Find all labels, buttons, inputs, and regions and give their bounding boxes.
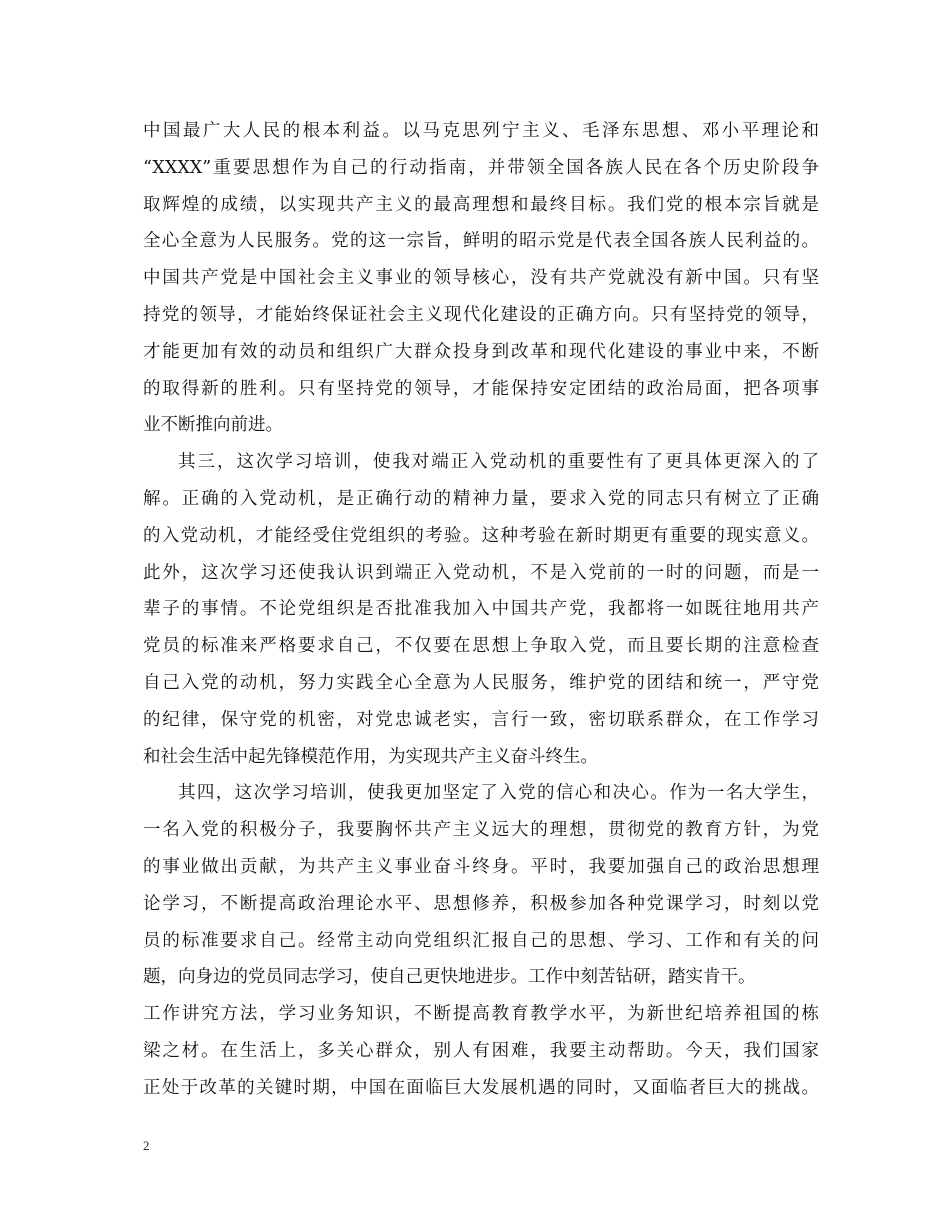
text-line: 中国共产党是中国社会主义事业的领导核心，没有共产党就没有新中国。只有坚: [143, 268, 819, 289]
paragraph-first-line: 其三，这次学习培训，使我对端正入党动机的重要性有了更具体更深入的了: [178, 452, 819, 473]
text-line: 的事业做出贡献，为共产主义事业奋斗终身。平时，我要加强自己的政治思想理: [143, 856, 819, 877]
text-line: 工作讲究方法，学习业务知识，不断提高教育教学水平，为新世纪培养祖国的栋: [143, 1004, 819, 1025]
text-line: 业不断推向前进。: [143, 415, 283, 436]
text-line: 正处于改革的关键时期，中国在面临巨大发展机遇的同时，又面临者巨大的挑战。: [143, 1077, 819, 1098]
text-line: 全心全意为人民服务。党的这一宗旨，鲜明的昭示党是代表全国各族人民利益的。: [143, 231, 819, 252]
text-line: 辈子的事情。不论党组织是否批准我加入中国共产党，我都将一如既往地用共产: [143, 599, 819, 620]
text-line: 的取得新的胜利。只有坚持党的领导，才能保持安定团结的政治局面，把各项事: [143, 378, 819, 399]
text-line: 此外，这次学习还使我认识到端正入党动机，不是入党前的一时的问题，而是一: [143, 562, 819, 583]
text-line: “XXXX”重要思想作为自己的行动指南，并带领全国各族人民在各个历史阶段争: [143, 157, 819, 178]
text-line: 梁之材。在生活上，多关心群众，别人有困难，我要主动帮助。今天，我们国家: [143, 1040, 819, 1061]
text-line: 的入党动机，才能经受住党组织的考验。这种考验在新时期更有重要的现实意义。: [143, 525, 819, 546]
text-line: 党员的标准来严格要求自己，不仅要在思想上争取入党，而且要长期的注意检查: [143, 636, 819, 657]
text-line: 中国最广大人民的根本利益。以马克思列宁主义、毛泽东思想、邓小平理论和: [143, 121, 819, 141]
text-line: 和社会生活中起先锋模范作用，为实现共产主义奋斗终生。: [143, 746, 598, 767]
text-line: 员的标准要求自己。经常主动向党组织汇报自己的思想、学习、工作和有关的问: [143, 930, 819, 951]
text-line: 解。正确的入党动机，是正确行动的精神力量，要求入党的同志只有树立了正确: [143, 488, 819, 509]
text-line: 题，向身边的党员同志学习，使自己更快地进步。工作中刻苦钻研，踏实肯干。: [143, 967, 756, 988]
text-line: 才能更加有效的动员和组织广大群众投身到改革和现代化建设的事业中来，不断: [143, 341, 819, 362]
text-line: 论学习，不断提高政治理论水平、思想修养，积极参加各种党课学习，时刻以党: [143, 893, 819, 914]
page-number: 2: [143, 1138, 150, 1153]
text-line: 的纪律，保守党的机密，对党忠诚老实，言行一致，密切联系群众，在工作学习: [143, 709, 819, 730]
body-text: [143, 113, 819, 1107]
text-line: 一名入党的积极分子，我要胸怀共产主义远大的理想，贯彻党的教育方针，为党: [143, 820, 819, 841]
text-line: 持党的领导，才能始终保证社会主义现代化建设的正确方向。只有坚持党的领导，: [143, 304, 819, 325]
paragraph-first-line: 其四，这次学习培训，使我更加坚定了入党的信心和决心。作为一名大学生，: [178, 783, 819, 804]
text-line: 自己入党的动机，努力实践全心全意为人民服务，维护党的团结和统一，严守党: [143, 672, 819, 693]
text-line: 取辉煌的成绩，以实现共产主义的最高理想和最终目标。我们党的根本宗旨就是: [143, 194, 819, 215]
